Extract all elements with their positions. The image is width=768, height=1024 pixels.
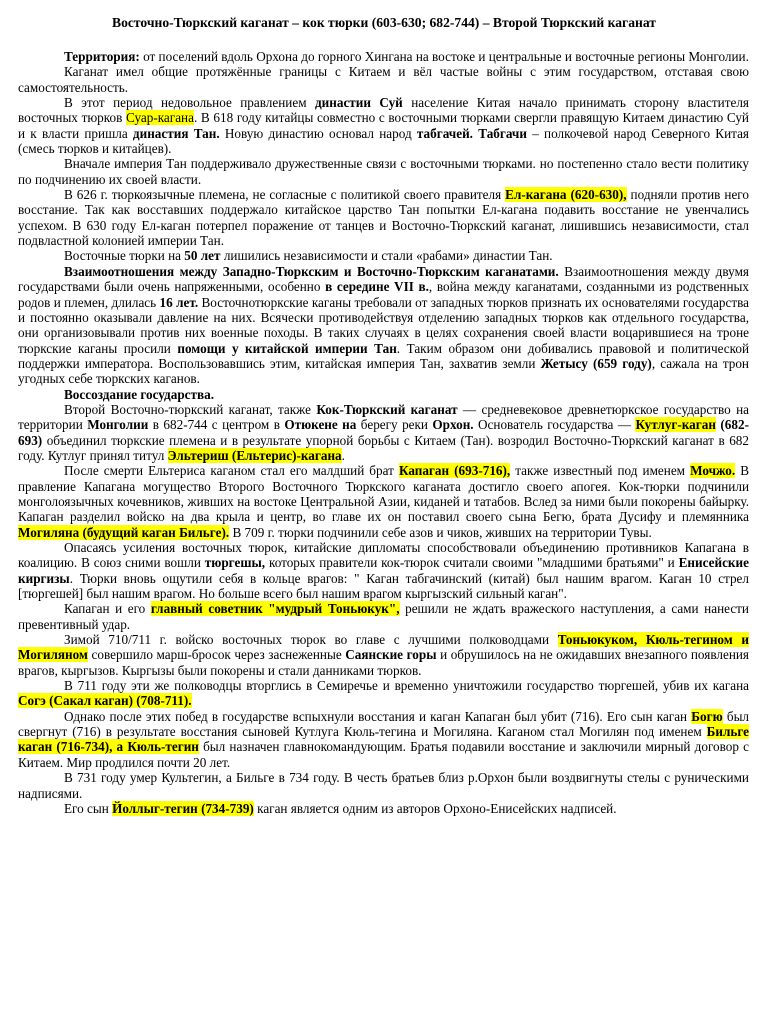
text-run: был назначен главнокомандующим. Братья подавили восстание и заключили мирный договор с Китаем. Мир продлился почти 20 лет.: [18, 739, 749, 770]
text-run: также известный под именем: [510, 463, 691, 479]
bold-text: Жетысу (659 году): [540, 355, 652, 371]
text-run: Взаимоотношения между двумя государствами были очень напряженными, особенно: [18, 263, 750, 295]
bold-text: табгачей. Табгачи: [416, 125, 527, 141]
bold-text: династия Тан.: [132, 125, 220, 141]
text-run: . Таким образом они добивались правовой и политической поддержки императора. Воспользовавшись этим, китайская империя Тан, захватив земли: [18, 340, 750, 371]
text-run: – полкочевой народ Северного Китая (смесь тюрков и китайцев).: [18, 125, 749, 157]
paragraph: [18, 770, 749, 801]
paragraph: [18, 248, 749, 263]
bold-text: Монголии: [87, 417, 149, 433]
text-run: лишились независимости и стали «рабами» династии Тан.: [220, 248, 553, 264]
text-run: объединил тюркские племена и в результате упорной борьбы с Китаем (Тан). возродил Восточно-Тюркский каганат в 682 году. Кутлуг принял титул: [18, 432, 749, 463]
paragraph: [18, 64, 749, 95]
text-run: Опасаясь усиления восточных тюрок, китайские дипломаты способствовали объединению противников Капагана в коалицию. В союз сними вошли: [18, 540, 749, 571]
highlighted-text: Йоллыг-тегин (734-739): [112, 800, 254, 816]
text-run: В правление Капагана могущество Второго Восточного Тюркского каганата достигло своего апогея. Кок-тюрки подчинили монголоязычных кочевников, живших на востоке Центральной Азии, киданей и татабов. Вслед за ними были покорены байырку. Капаган разделил войско на два крыла и центр, во главе их он поставил своего сына Бегю, брата Дусифу и племянника: [18, 463, 750, 525]
text-run: был свергнут (716) в результате восстания сыновей Кутлуга Кюль-тегина и Могиляна. Каганом стал Могилян под именем: [18, 708, 750, 740]
highlighted-text: Бильге каган (716-734), а Кюль-тегин: [18, 724, 749, 755]
highlighted-text: Капаган (693-716),: [398, 463, 511, 479]
bold-text: Взаимоотношения между Западно-Тюркским и Восточно-Тюркским каганатами.: [64, 263, 559, 279]
paragraph: [18, 387, 749, 402]
bold-text: Енисейские киргизы: [18, 555, 749, 586]
bold-text: Территория:: [64, 49, 140, 64]
highlighted-text: Мочжо.: [690, 463, 736, 479]
paragraph: [18, 801, 749, 816]
text-run: Восточные тюрки на: [64, 248, 185, 264]
text-run: в 682-744 с центром в: [148, 417, 285, 433]
paragraph: [18, 709, 749, 770]
highlighted-text: Кутлуг-каган: [635, 417, 716, 433]
text-run: .: [341, 447, 345, 463]
text-run: . В 618 году китайцы совместно с восточными тюрками свергли правящую Китаем династию Суй и к власти пришла: [18, 110, 749, 141]
bold-text: Отюкене на: [284, 417, 357, 433]
bold-text: 50 лет: [184, 248, 221, 264]
text-run: Второй Восточно-тюркский каганат, также: [64, 401, 317, 417]
bold-text: Саянские горы: [345, 647, 437, 663]
highlighted-text: Согэ (Сакал каган) (708-711).: [18, 693, 192, 709]
paragraph: [18, 49, 749, 64]
text-run: Капаган и его: [64, 601, 151, 617]
text-run: население Китая начало принимать сторону властителя восточных тюрков: [18, 95, 749, 126]
text-run: Однако после этих побед в государстве вспыхнули восстания и каган Капаган был убит (716). Его сын каган: [64, 708, 692, 724]
highlighted-text: Могиляна (будущий каган Бильге).: [18, 524, 230, 540]
paragraph: [18, 156, 749, 187]
highlighted-text: Эльтериш (Ельтерис)-кагана: [167, 447, 342, 463]
text-run: совершило марш-бросок через заснеженные: [87, 647, 346, 663]
text-run: подняли против него восстание. Так как восставших поддержало китайское царство Тан попытки Ел-кагана подавить восстание не увенчались успехом. В 630 году Ел-каган потерпел поражение от танцев и Восточно-Тюркский каганат, лишившись независимости, стал подвластной колонией империи Тан.: [18, 187, 749, 249]
text-run: После смерти Ельтериса каганом стал его малдший брат: [64, 463, 399, 479]
text-run: и обрушилось на не ожидавших внезапного появления врагов, кыргызов. Кыргызы были покорены и стали данниками тюрков.: [18, 647, 749, 678]
text-run: берегу реки: [356, 417, 433, 433]
text-run: — средневековое древнетюркское государство на территории: [18, 401, 749, 433]
highlighted-text: Тоньюкуком, Кюль-тегином и Могиляном: [18, 632, 749, 663]
highlighted-text: главный советник "мудрый Тоньюкук",: [150, 601, 400, 617]
text-run: каган является одним из авторов Орхоно-Енисейских надписей.: [253, 800, 617, 816]
text-run: Новую династию основал народ: [219, 125, 417, 141]
highlighted-text: Суар-кагана: [126, 110, 194, 126]
bold-text: Кок-Тюркский каганат: [316, 401, 458, 417]
paragraph: [18, 678, 749, 709]
text-run: В 731 году умер Культегин, а Бильге в 734 году. В честь братьев близ р.Орхон были воздвигнуты стелы с руническими надписями.: [18, 770, 749, 801]
text-run: , война между каганатами, созданными из родственных родов и племен, длилась: [18, 279, 749, 310]
bold-text: (682-693): [18, 417, 749, 448]
text-run: Его сын: [64, 800, 113, 816]
document-body: [18, 49, 749, 816]
text-run: В 709 г. тюрки подчинили себе азов и чиков, живших на территории Тувы.: [229, 524, 652, 540]
bold-text: династии Суй: [314, 95, 403, 111]
text-run: В 626 г. тюркоязычные племена, не согласные с политикой своего правителя: [64, 187, 506, 203]
text-run: Вначале империя Тан поддерживало дружественные связи с восточными тюрками. но постепенно стало вести политику по подчинению их своей власти.: [18, 156, 749, 187]
paragraph: [18, 402, 749, 463]
text-run: Основатель государства —: [473, 417, 636, 433]
bold-text: тюргешы,: [204, 555, 266, 571]
paragraph: [18, 463, 749, 540]
text-run: В 711 году эти же полководцы вторглись в Семиречье и временно уничтожили государство тюргешей, убив их кагана: [64, 678, 749, 694]
page-title: Восточно-Тюркский каганат – кок тюрки (603-630; 682-744) – Второй Тюркский каганат: [112, 15, 656, 30]
paragraph: [18, 540, 749, 601]
bold-text: в середине VII в.: [325, 279, 429, 295]
paragraph: [18, 632, 749, 678]
paragraph: [18, 95, 749, 156]
highlighted-text: Богю: [691, 708, 723, 724]
text-run: Каганат имел общие протяжённые границы с Китаем и вёл частые войны с этим государством, отставая свою самостоятельность.: [18, 64, 749, 95]
bold-text: Орхон.: [432, 417, 474, 433]
bold-text: 16 лет.: [159, 294, 199, 310]
paragraph: [18, 601, 749, 632]
highlighted-text: Ел-кагана (620-630),: [505, 187, 627, 203]
text-run: Восточнотюркские каганы требовали от западных тюрков признать их основателями государства и постоянно оказывали давление на них. Всячески противодействуя отделению западных тюрков как отдельного государства, они организовывали против них военные походы. В таких случаях в целях сохранения своей власти воцарившиеся на троне тюркские каганы просили: [18, 294, 749, 356]
bold-text: помощи у китайской империи Тан: [177, 340, 397, 356]
text-run: от поселений вдоль Орхона до горного Хингана на востоке и центральные и восточные регионы Монголии.: [139, 49, 749, 64]
text-run: , сажала на трон угодных себе тюркских каганов.: [18, 355, 749, 387]
paragraph: [18, 187, 749, 248]
bold-text: Воссоздание государства.: [64, 386, 214, 402]
text-run: решили не ждать вражеского наступления, а сами нанести превентивный удар.: [18, 601, 749, 632]
paragraph: [18, 264, 749, 387]
text-run: . Тюрки вновь ощутили себя в кольце врагов: " Каган табгачинский (китай) был нашим врагом. Каган 10 стрел [тюргешей] был нашим врагом. Но больше всего был нашим врагом кыргызский сильный каган".: [18, 570, 749, 602]
text-run: В этот период недовольное правлением: [64, 95, 315, 111]
text-run: которых правители кок-тюрок считали своими "младшими братьями" и: [265, 555, 679, 571]
text-run: Зимой 710/711 г. войско восточных тюрок во главе с лучшими полководцами: [64, 632, 558, 648]
